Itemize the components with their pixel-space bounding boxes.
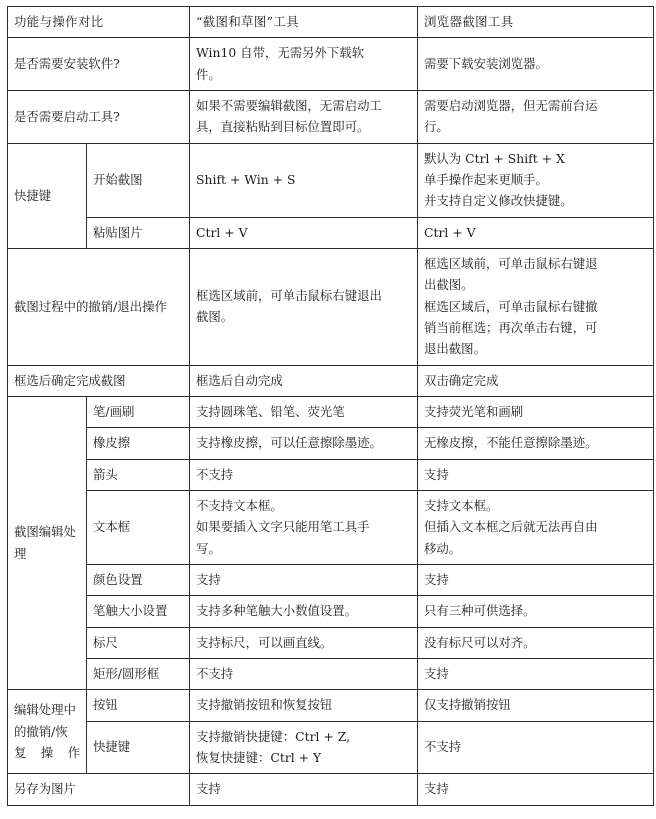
cell-tool-a: 支持 xyxy=(190,564,418,595)
table-row xyxy=(8,564,654,595)
row-sub-label: 矩形/圆形框 xyxy=(87,658,190,689)
cell-tool-b: 无橡皮擦，不能任意擦除墨迹。 xyxy=(418,428,654,459)
cell-tool-a xyxy=(190,490,418,564)
cell-tool-a xyxy=(190,248,418,365)
table-row xyxy=(8,143,654,217)
text-line: 需要启动浏览器，但无需前台运 xyxy=(424,97,598,113)
cell-tool-b: 支持 xyxy=(418,459,654,490)
text-line: 具，直接粘贴到目标位置即可。 xyxy=(196,119,370,135)
text-line: 框选区域前，可单击鼠标右键退 xyxy=(424,255,598,271)
text-line: 截图。 xyxy=(196,309,234,325)
row-feature-label: 框选后确定完成截图 xyxy=(8,365,190,396)
cell-tool-a: 支持橡皮擦，可以任意擦除墨迹。 xyxy=(190,428,418,459)
row-sub-label: 开始截图 xyxy=(87,143,190,217)
text-line: 写。 xyxy=(196,540,221,556)
cell-tool-b xyxy=(418,248,654,365)
row-group-label-shortcuts: 快捷键 xyxy=(8,143,87,248)
table-row xyxy=(8,428,654,459)
table-row xyxy=(8,90,654,143)
row-sub-label: 粘贴图片 xyxy=(87,217,190,248)
cell-tool-b xyxy=(418,490,654,564)
text-line: 出截图。 xyxy=(424,277,474,293)
document-sheet xyxy=(7,6,653,806)
table-row xyxy=(8,490,654,564)
table-row xyxy=(8,658,654,689)
cell-tool-b: 没有标尺可以对齐。 xyxy=(418,627,654,658)
text-line: 框选区域后，可单击鼠标右键撤 xyxy=(424,298,598,314)
table-row xyxy=(8,396,654,427)
table-row xyxy=(8,690,654,721)
cell-tool-a xyxy=(190,721,418,774)
text-line: 需要下载安装浏览器。 xyxy=(424,55,548,71)
text-line: 但插入文本框之后就无法再自由 xyxy=(424,519,598,535)
row-feature-label: 截图过程中的撤销/退出操作 xyxy=(8,248,190,365)
row-sub-label: 颜色设置 xyxy=(87,564,190,595)
cell-tool-a xyxy=(190,38,418,91)
text-line: 销当前框选；再次单击右键，可 xyxy=(424,319,598,335)
cell-tool-b: Ctrl + V xyxy=(418,217,654,248)
text-line: 退出截图。 xyxy=(424,341,486,357)
cell-tool-a: 不支持 xyxy=(190,459,418,490)
cell-tool-a: 支持标尺，可以画直线。 xyxy=(190,627,418,658)
cell-tool-a: 不支持 xyxy=(190,658,418,689)
text-line: 并支持自定义修改快捷键。 xyxy=(424,193,573,209)
column-header-feature: 功能与操作对比 xyxy=(8,7,190,38)
cell-tool-a xyxy=(190,90,418,143)
text-line: 单手操作起来更顺手。 xyxy=(424,171,548,187)
text-line: 默认为 Ctrl + Shift + X xyxy=(424,150,565,166)
cell-tool-b: 双击确定完成 xyxy=(418,365,654,396)
row-group-label-editing: 截图编辑处理 xyxy=(8,396,87,689)
column-header-tool-a: “截图和草图”工具 xyxy=(190,7,418,38)
row-sub-label: 标尺 xyxy=(87,627,190,658)
table-row xyxy=(8,248,654,365)
text-line: Win10 自带，无需另外下载软 xyxy=(196,45,365,61)
text-line: 支持文本框。 xyxy=(424,497,499,513)
row-feature-label: 是否需要启动工具? xyxy=(8,90,190,143)
row-feature-label: 是否需要安装软件? xyxy=(8,38,190,91)
cell-tool-b: 不支持 xyxy=(418,721,654,774)
cell-tool-a: 支持多种笔触大小数值设置。 xyxy=(190,596,418,627)
text-line: 行。 xyxy=(424,119,449,135)
row-sub-label: 文本框 xyxy=(87,490,190,564)
row-sub-label: 笔触大小设置 xyxy=(87,596,190,627)
row-sub-label: 箭头 xyxy=(87,459,190,490)
table-row xyxy=(8,596,654,627)
cell-tool-a: 框选后自动完成 xyxy=(190,365,418,396)
text-line: 支持撤销快捷键：Ctrl + Z, xyxy=(196,728,351,744)
text-line: 恢复快捷键：Ctrl + Y xyxy=(196,749,322,765)
text-line: 框选区域前，可单击鼠标右键退出 xyxy=(196,287,382,303)
table-body xyxy=(8,7,654,806)
table-row xyxy=(8,365,654,396)
cell-tool-b: 支持 xyxy=(418,774,654,805)
cell-tool-b: 仅支持撤销按钮 xyxy=(418,690,654,721)
cell-tool-a: Ctrl + V xyxy=(190,217,418,248)
text-line: 不支持文本框。 xyxy=(196,497,283,513)
cell-tool-a: 支持撤销按钮和恢复按钮 xyxy=(190,690,418,721)
cell-tool-a xyxy=(190,143,418,217)
table-header-row xyxy=(8,7,654,38)
comparison-table xyxy=(7,6,654,806)
row-sub-label: 快捷键 xyxy=(87,721,190,774)
column-header-tool-b: 浏览器截图工具 xyxy=(418,7,654,38)
cell-tool-a: 支持圆珠笔、铅笔、荧光笔 xyxy=(190,396,418,427)
cell-tool-b xyxy=(418,38,654,91)
cell-tool-b xyxy=(418,143,654,217)
text-line: 如果不需要编辑截图，无需启动工 xyxy=(196,97,382,113)
table-row xyxy=(8,774,654,805)
text-line: 移动。 xyxy=(424,540,462,556)
cell-tool-a: 支持 xyxy=(190,774,418,805)
table-row xyxy=(8,38,654,91)
row-sub-label: 笔/画刷 xyxy=(87,396,190,427)
text-line: 如果要插入文字只能用笔工具手 xyxy=(196,519,370,535)
table-row xyxy=(8,217,654,248)
table-row xyxy=(8,721,654,774)
table-row xyxy=(8,627,654,658)
text-line: 件。 xyxy=(196,66,221,82)
cell-tool-b: 支持 xyxy=(418,564,654,595)
cell-tool-b: 只有三种可供选择。 xyxy=(418,596,654,627)
cell-tool-b: 支持 xyxy=(418,658,654,689)
cell-tool-b xyxy=(418,90,654,143)
text-line: Shift + Win + S xyxy=(196,171,296,187)
row-feature-label: 另存为图片 xyxy=(8,774,190,805)
cell-tool-b: 支持荧光笔和画刷 xyxy=(418,396,654,427)
row-sub-label: 橡皮擦 xyxy=(87,428,190,459)
row-sub-label: 按钮 xyxy=(87,690,190,721)
table-row xyxy=(8,459,654,490)
row-group-label-undo-redo: 编辑处理中的撤销/恢复操作 xyxy=(8,690,87,774)
